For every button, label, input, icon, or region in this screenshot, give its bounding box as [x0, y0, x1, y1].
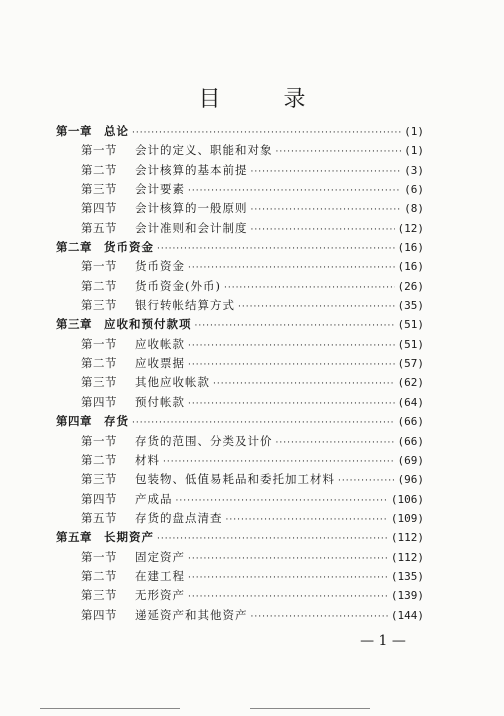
section-page: (1)	[404, 144, 424, 158]
toc-section-row	[56, 432, 424, 451]
toc-section-row	[56, 567, 424, 586]
chapter-page: (1)	[404, 125, 424, 138]
section-title: 存货的范围、分类及计价	[135, 433, 273, 448]
section-title: 货币资金(外币)	[135, 278, 221, 293]
toc-chapter-row	[56, 122, 424, 141]
section-number: 第一节	[81, 143, 117, 158]
dot-leader	[188, 337, 395, 356]
dot-leader	[276, 434, 395, 453]
section-number: 第二节	[81, 452, 117, 467]
section-title: 会计核算的基本前提	[135, 162, 248, 177]
section-number: 第三节	[81, 588, 117, 603]
section-page: (66)	[397, 434, 424, 448]
section-title: 在建工程	[135, 568, 185, 583]
section-page: (69)	[397, 453, 424, 467]
section-title: 递延资产和其他资产	[135, 607, 248, 622]
bottom-rule	[250, 708, 370, 709]
toc-section-row	[56, 490, 424, 509]
dot-leader	[226, 511, 388, 530]
dot-leader	[213, 375, 395, 394]
section-page: (51)	[397, 337, 424, 351]
section-number: 第四节	[81, 394, 117, 409]
section-title: 其他应收帐款	[135, 375, 210, 390]
section-page: (64)	[397, 395, 424, 409]
section-page: (106)	[390, 492, 424, 506]
section-number: 第三节	[81, 298, 117, 313]
section-page: (12)	[397, 221, 424, 235]
dot-leader	[276, 143, 402, 162]
toc-section-row	[56, 219, 424, 238]
section-number: 第一节	[81, 259, 117, 274]
section-page: (35)	[397, 299, 424, 313]
section-page: (3)	[404, 163, 424, 177]
section-title: 会计要素	[135, 182, 185, 197]
section-number: 第五节	[81, 510, 117, 525]
toc-section-row	[56, 296, 424, 315]
section-title: 固定资产	[135, 549, 185, 564]
section-title: 会计准则和会计制度	[135, 220, 248, 235]
section-title: 应收帐款	[135, 336, 185, 351]
toc-section-row	[56, 509, 424, 528]
section-page: (62)	[397, 376, 424, 390]
section-title: 银行转帐结算方式	[135, 298, 235, 313]
chapter-number: 第三章	[56, 317, 92, 332]
section-title: 存货的盘点清查	[135, 510, 223, 525]
toc-section-row	[56, 451, 424, 470]
toc-chapter-row	[56, 528, 424, 547]
section-number: 第二节	[81, 162, 117, 177]
section-number: 第四节	[81, 607, 117, 622]
dot-leader	[251, 221, 395, 240]
chapter-page: (112)	[390, 531, 424, 545]
section-number: 第四节	[81, 201, 117, 216]
section-number: 第二节	[81, 356, 117, 371]
section-page: (26)	[397, 279, 424, 293]
chapter-number: 第四章	[56, 414, 92, 429]
toc-section-row	[56, 141, 424, 160]
section-page: (112)	[390, 550, 424, 564]
toc-section-row	[56, 373, 424, 392]
chapter-number: 第五章	[56, 530, 92, 545]
section-number: 第二节	[81, 278, 117, 293]
dot-leader	[238, 298, 395, 317]
toc-chapter-row	[56, 412, 424, 431]
dot-leader	[157, 240, 395, 259]
dot-leader	[188, 395, 395, 414]
dot-leader	[195, 317, 395, 336]
table-of-contents	[56, 122, 424, 625]
section-page: (16)	[397, 260, 424, 274]
chapter-page: (16)	[397, 241, 424, 255]
dot-leader	[251, 201, 402, 220]
section-title: 应收票据	[135, 356, 185, 371]
dot-leader	[188, 550, 388, 569]
toc-chapter-row	[56, 238, 424, 257]
dot-leader	[338, 472, 395, 491]
toc-section-row	[56, 548, 424, 567]
section-number: 第三节	[81, 182, 117, 197]
toc-section-row	[56, 199, 424, 218]
dot-leader	[188, 569, 388, 588]
dot-leader	[251, 163, 402, 182]
section-title: 预付帐款	[135, 394, 185, 409]
section-number: 第一节	[81, 433, 117, 448]
toc-section-row	[56, 586, 424, 605]
chapter-page: (66)	[397, 415, 424, 429]
chapter-title: 货币资金	[104, 240, 154, 255]
section-page: (8)	[404, 202, 424, 216]
chapter-page: (51)	[397, 318, 424, 332]
toc-section-row	[56, 161, 424, 180]
dot-leader	[224, 279, 395, 298]
section-page: (6)	[404, 183, 424, 197]
bottom-rule	[40, 708, 180, 709]
section-page: (109)	[390, 511, 424, 525]
chapter-number: 第一章	[56, 124, 92, 138]
section-page: (96)	[397, 473, 424, 487]
chapter-title: 长期资产	[104, 530, 154, 545]
section-page: (144)	[390, 608, 424, 622]
toc-section-row	[56, 470, 424, 489]
toc-chapter-row	[56, 315, 424, 334]
toc-section-row	[56, 354, 424, 373]
section-number: 第一节	[81, 336, 117, 351]
section-number: 第三节	[81, 375, 117, 390]
page-title: 目 录	[198, 87, 334, 112]
toc-section-row	[56, 606, 424, 625]
toc-section-row	[56, 393, 424, 412]
section-number: 第五节	[81, 220, 117, 235]
section-page: (135)	[390, 569, 424, 583]
toc-section-row	[56, 277, 424, 296]
section-number: 第二节	[81, 568, 117, 583]
section-title: 无形资产	[135, 588, 185, 603]
dot-leader	[251, 608, 388, 627]
section-title: 产成品	[135, 491, 173, 506]
section-number: 第四节	[81, 491, 117, 506]
toc-section-row	[56, 257, 424, 276]
chapter-number: 第二章	[56, 240, 92, 255]
chapter-title: 应收和预付款项	[104, 317, 192, 332]
chapter-title: 存货	[104, 414, 129, 429]
dot-leader	[157, 530, 388, 549]
page-number: — 1 —	[360, 633, 406, 649]
section-page: (57)	[397, 357, 424, 371]
chapter-title: 总论	[104, 124, 129, 138]
dot-leader	[188, 356, 395, 375]
section-title: 包装物、低值易耗品和委托加工材料	[135, 472, 335, 487]
section-title: 会计的定义、职能和对象	[135, 143, 273, 158]
toc-section-row	[56, 180, 424, 199]
section-page: (139)	[390, 589, 424, 603]
section-title: 材料	[135, 452, 160, 467]
section-number: 第一节	[81, 549, 117, 564]
section-title: 会计核算的一般原则	[135, 201, 248, 216]
toc-section-row	[56, 335, 424, 354]
section-number: 第三节	[81, 472, 117, 487]
section-title: 货币资金	[135, 259, 185, 274]
